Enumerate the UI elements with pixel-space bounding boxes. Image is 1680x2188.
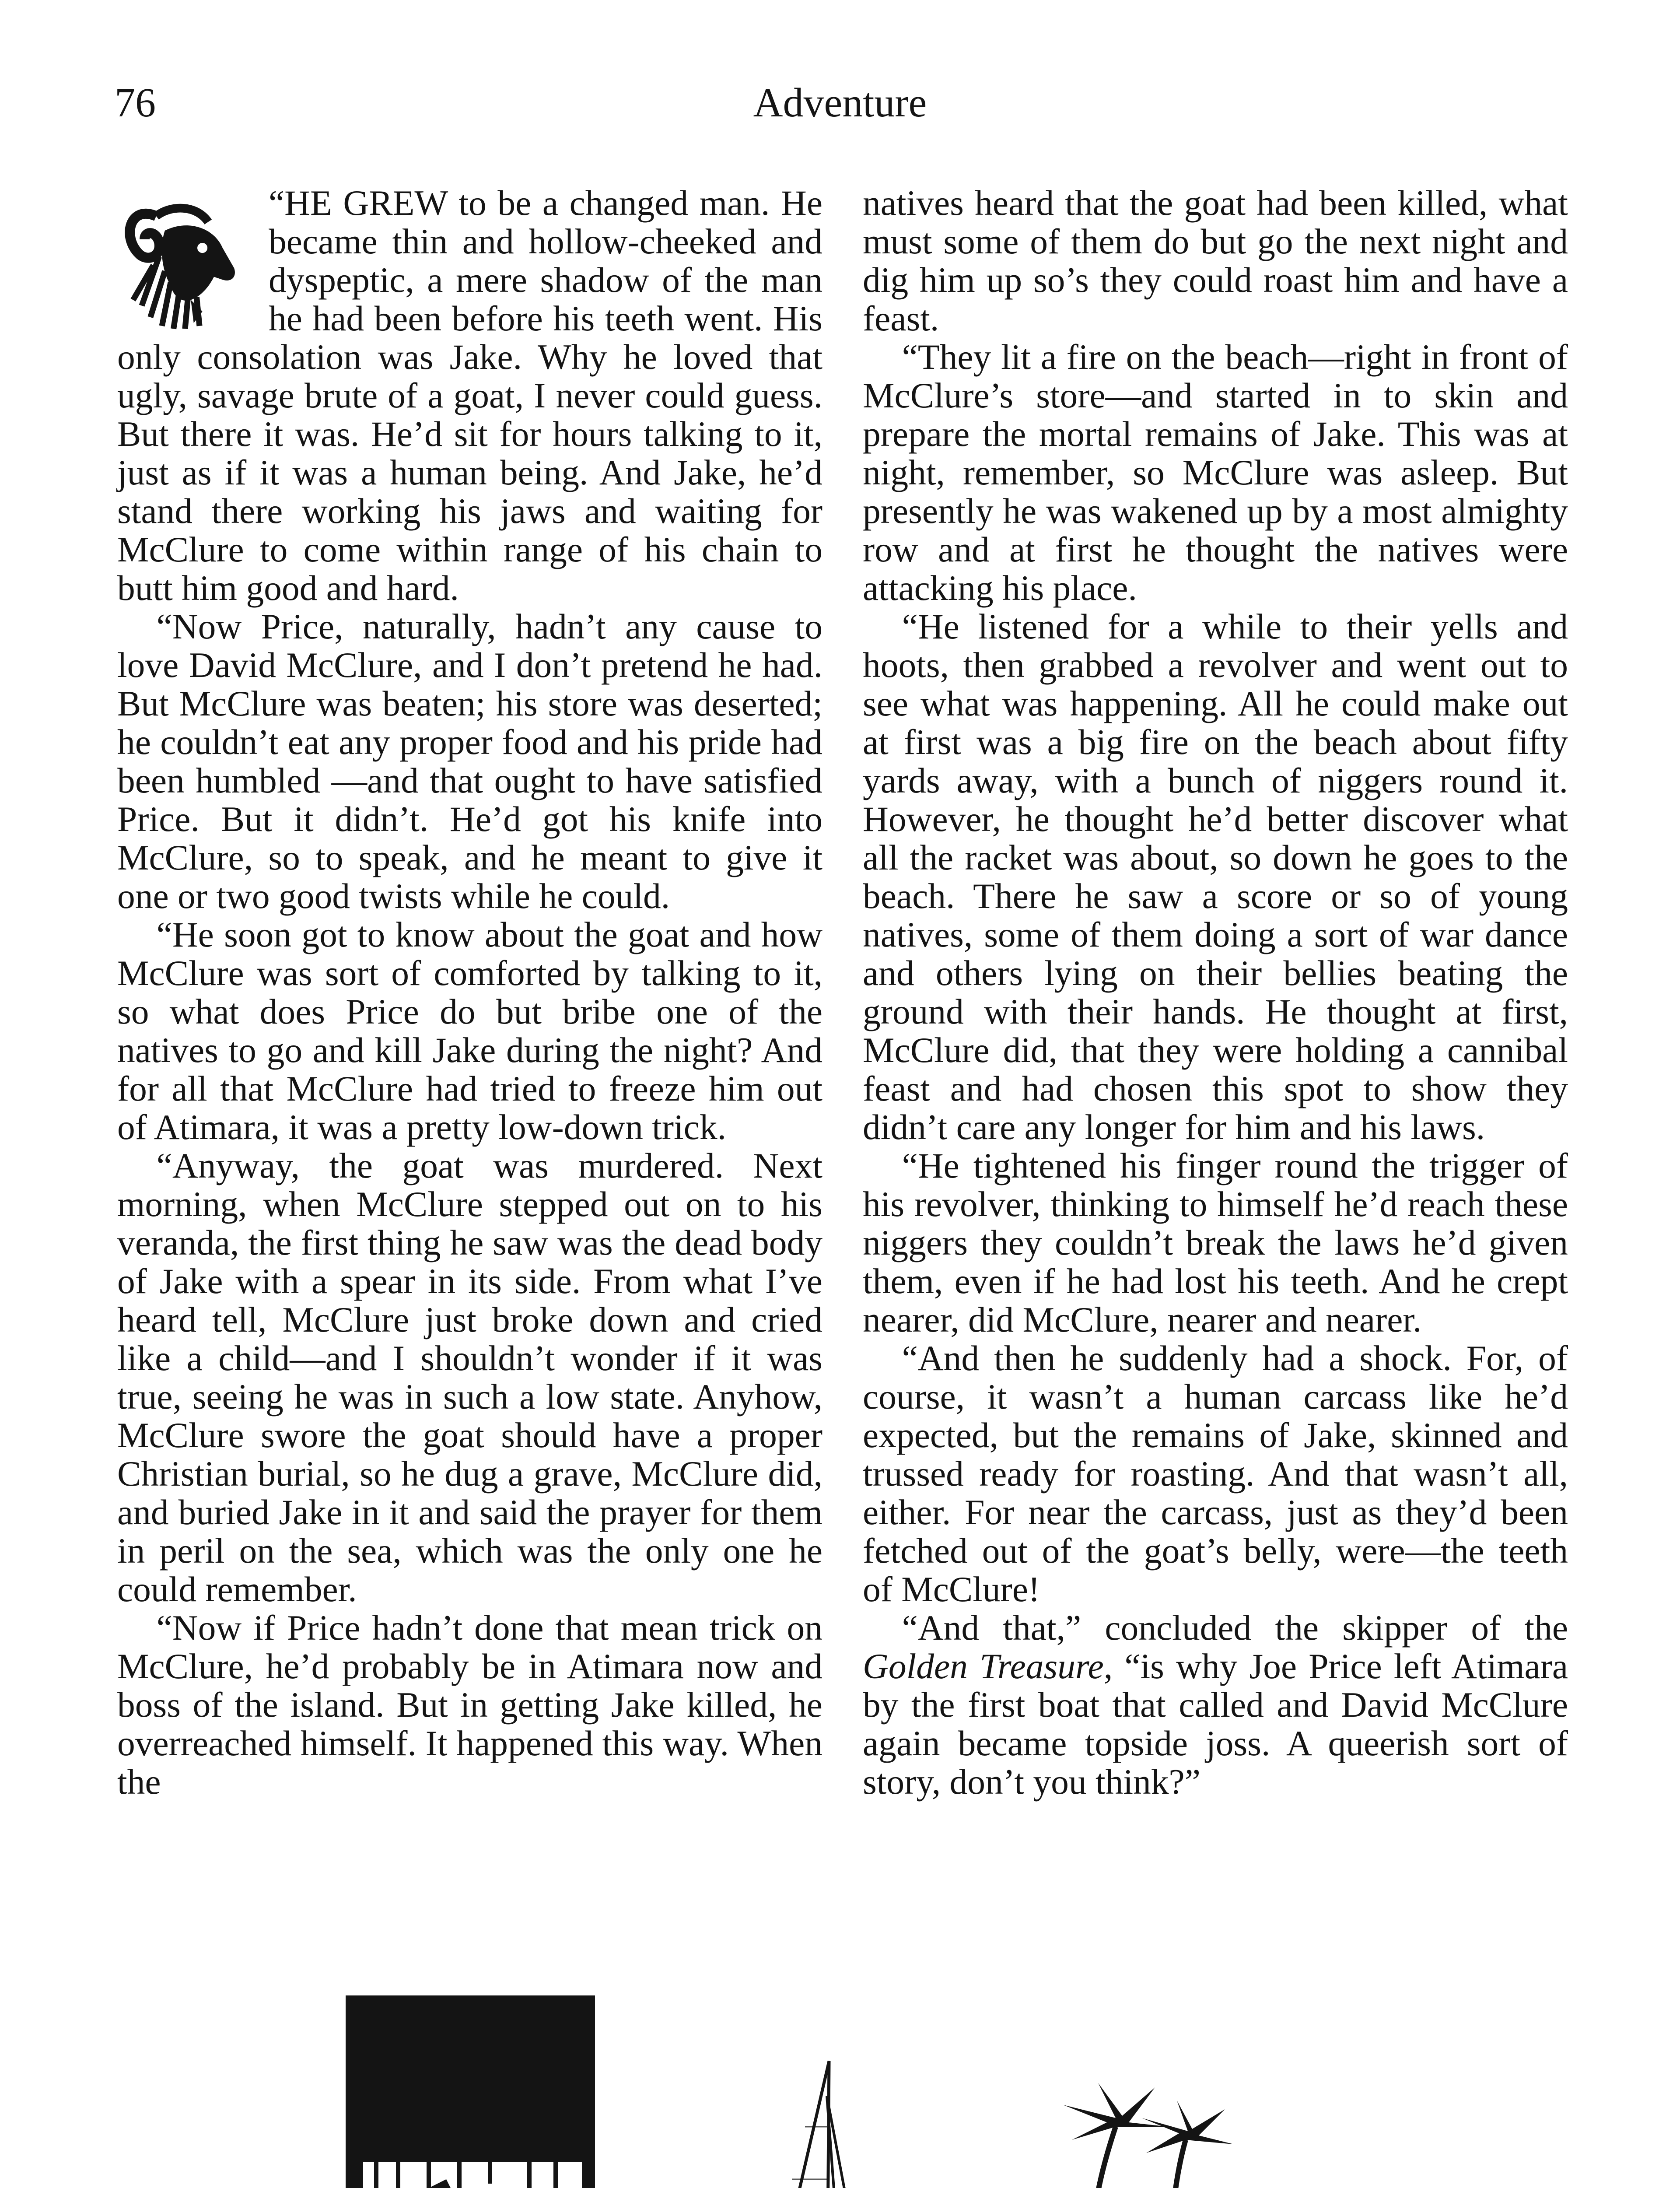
- paragraph: “Now if Price hadn’t done that mean trick on McClure, he’d probably be in Atimara now and boss of the island. But in getting Jake killed, he overreached himself. It happened this way. When the: [117, 1608, 822, 1802]
- right-column: [863, 184, 1568, 1801]
- sailboat-lagoon-illustration: [346, 1995, 1278, 2188]
- closing-paragraph: [863, 1609, 1568, 1801]
- goat-head-icon: [113, 187, 257, 332]
- paragraph: “And then he suddenly had a shock. For, of course, it wasn’t a human carcass like he’d expected, but the remains of Jake, skinned and trussed ready for roasting. And that wasn’t all, either. For near the carcass, just as they’d been fetched out of the goat’s belly, were—the teeth of McClure!: [863, 1338, 1568, 1609]
- paragraph: “He tightened his finger round the trigger of his revolver, thinking to himself he’d reach these niggers they couldn’t break the laws he’d given them, even if he had lost his teeth. And he crept nearer, did McClure, nearer and nearer.: [863, 1146, 1568, 1339]
- paragraph: “HE GREW to be a changed man. He became thin and hollow-cheeked and dyspeptic, a mere shadow of the man he had been before his teeth went. His only consolation was Jake. Why he loved that ugly, savage brute of a goat, I never could guess. But there it was. He’d sit for hours talking to it, just as if it was a human being. And Jake, he’d stand there working his jaws and waiting for McClure to come within range of his chain to butt him good and hard.: [117, 183, 822, 608]
- paragraph: natives heard that the goat had been killed, what must some of them do but go the next night and dig him up so’s they could roast him and have a feast.: [863, 183, 1568, 338]
- ship-name: Golden Treasure: [863, 1646, 1104, 1686]
- left-column: [117, 184, 822, 1801]
- paragraph: “He soon got to know about the goat and how McClure was sort of comforted by talking to it, so what does Price do but bribe one of the natives to go and kill Jake during the night? And for all that McClure had tried to freeze him out of Atimara, it was a pretty low-down trick.: [117, 915, 822, 1147]
- paragraph: “Anyway, the goat was murdered. Next morning, when McClure stepped out on to his veranda, the first thing he saw was the dead body of Jake with a spear in its side. From what I’ve heard tell, McClure just broke down and cried like a child—and I shouldn’t wonder if it was true, seeing he was in such a low state. Anyhow, McClure swore the goat should have a proper Christian burial, so he dug a grave, McClure did, and buried Jake in it and said the prayer for them in peril on the sea, which was the only one he could remember.: [117, 1146, 822, 1609]
- page-number: 76: [115, 80, 156, 126]
- closing-text-end: , “is why Joe Price left Atimara by the first boat that called and David McClure again became topside joss. A queerish sort of story, don’t you think?”: [863, 1646, 1568, 1802]
- paragraph: “He listened for a while to their yells and hoots, then grabbed a revolver and went out to see what was happening. All he could make out at first was a big fire on the beach about fifty yards away, with a bunch of niggers round it. However, he thought he’d better discover what all the racket was about, so down he goes to the beach. There he saw a score or so of young natives, some of them doing a sort of war dance and others lying on their bellies beating the ground with their hands. He thought at first, McClure did, that they were holding a cannibal feast and had chosen this spot to show they didn’t care any longer for him and his laws.: [863, 607, 1568, 1147]
- closing-text-start: “And that,” concluded the skipper of the: [902, 1608, 1568, 1648]
- paragraph: “They lit a fire on the beach—right in front of McClure’s store—and started in to skin and prepare the mortal remains of Jake. This was at night, remember, so McClure was asleep. But presently he was wakened up by a most almighty row and at first he thought the natives were attacking his place.: [863, 337, 1568, 608]
- running-title: Adventure: [753, 80, 927, 126]
- paragraph: “Now Price, naturally, hadn’t any cause to love David McClure, and I don’t pretend he had. But McClure was beaten; his store was deserted; he couldn’t eat any proper food and his pride had been humbled —and that ought to have satisfied Price. But it didn’t. He’d got his knife into McClure, so to speak, and he meant to give it one or two good twists while he could.: [117, 607, 822, 916]
